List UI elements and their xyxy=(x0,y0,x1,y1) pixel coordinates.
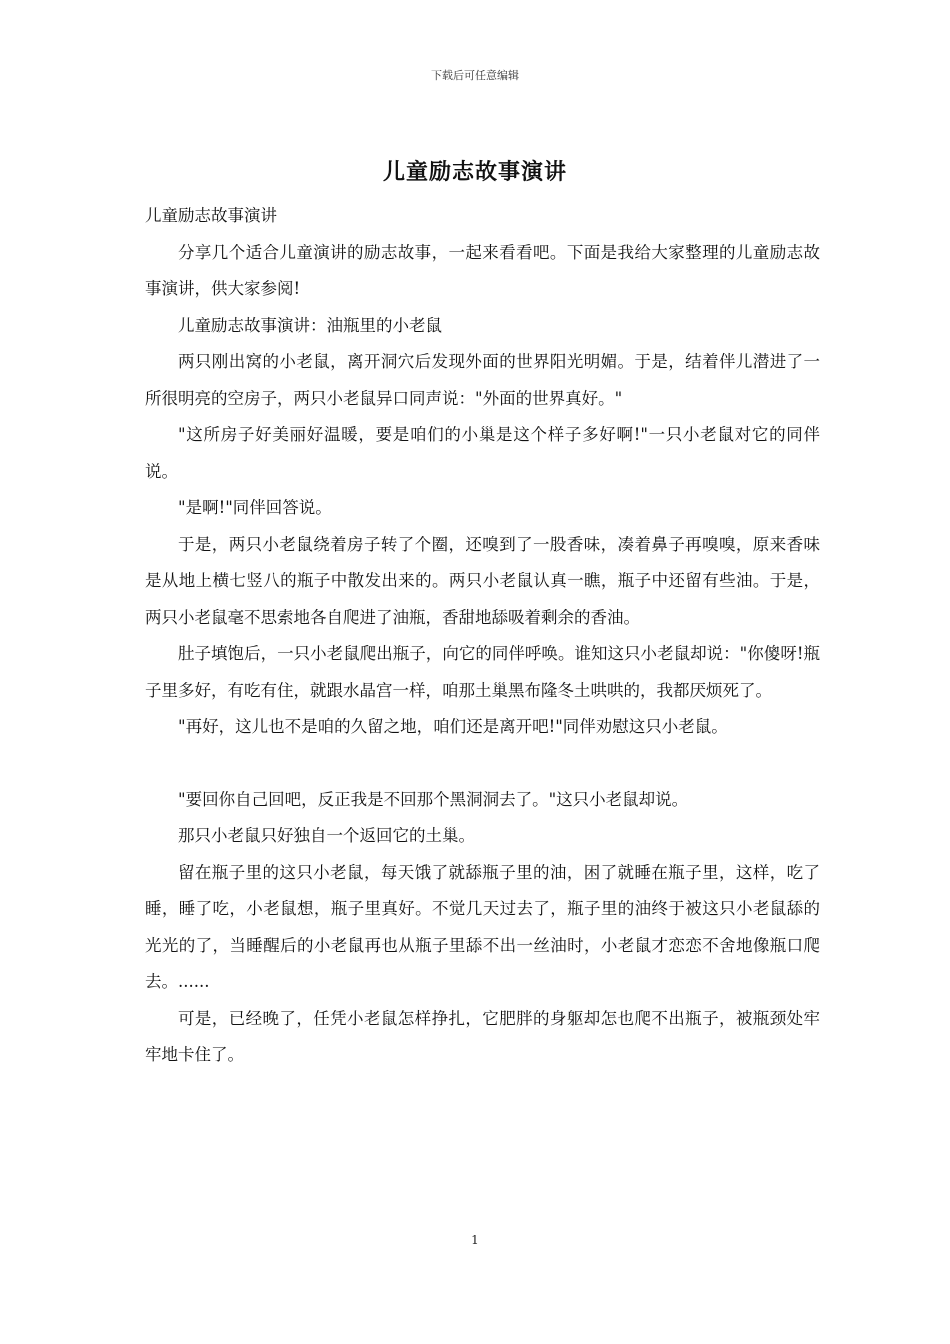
paragraph: 肚子填饱后，一只小老鼠爬出瓶子，向它的同伴呼唤。谁知这只小老鼠却说："你傻呀!瓶子里多好，有吃有住，就跟水晶宫一样，咱那土巢黑布隆冬土哄哄的，我都厌烦死了。 xyxy=(145,644,820,700)
paragraph: "再好，这儿也不是咱的久留之地，咱们还是离开吧!"同伴劝慰这只小老鼠。 xyxy=(178,717,728,736)
paragraph-story-heading: 儿童励志故事演讲：油瓶里的小老鼠 xyxy=(178,315,442,335)
document-body xyxy=(145,198,820,1074)
page-number: 1 xyxy=(471,1233,479,1247)
paragraph: 那只小老鼠只好独自一个返回它的土巢。 xyxy=(178,826,475,845)
paragraph: "这所房子好美丽好温暖，要是咱们的小巢是这个样子多好啊!"一只小老鼠对它的同伴说。 xyxy=(145,425,820,481)
paragraph: 于是，两只小老鼠绕着房子转了个圈，还嗅到了一股香味，凑着鼻子再嗅嗅，原来香味是从地上横七竖八的瓶子中散发出来的。两只小老鼠认真一瞧，瓶子中还留有些油。于是，两只小老鼠毫不思索地各自爬进了油瓶，香甜地舔吸着剩余的香油。 xyxy=(145,534,820,627)
subtitle-line: 儿童励志故事演讲 xyxy=(145,206,277,225)
document-title: 儿童励志故事演讲 xyxy=(382,159,567,185)
paragraph: 可是，已经晚了，任凭小老鼠怎样挣扎，它肥胖的身躯却怎也爬不出瓶子，被瓶颈处牢牢地卡住了。 xyxy=(145,1008,820,1064)
paragraph: "是啊!"同伴回答说。 xyxy=(178,498,332,517)
paragraph: "要回你自己回吧，反正我是不回那个黑洞洞去了。"这只小老鼠却说。 xyxy=(178,789,689,809)
page-header-note: 下载后可任意编辑 xyxy=(431,69,519,82)
paragraph: 留在瓶子里的这只小老鼠，每天饿了就舔瓶子里的油，困了就睡在瓶子里，这样，吃了睡，睡了吃，小老鼠想，瓶子里真好。不觉几天过去了，瓶子里的油终于被这只小老鼠舔的光光的了，当睡醒后的小老鼠再也从瓶子里舔不出一丝油时，小老鼠才恋恋不舍地像瓶口爬去。...... xyxy=(145,862,820,991)
paragraph: 两只刚出窝的小老鼠，离开洞穴后发现外面的世界阳光明媚。于是，结着伴儿潜进了一所很明亮的空房子，两只小老鼠异口同声说："外面的世界真好。" xyxy=(145,352,820,408)
paragraph-intro: 分享几个适合儿童演讲的励志故事，一起来看看吧。下面是我给大家整理的儿童励志故事演讲，供大家参阅! xyxy=(145,242,820,298)
